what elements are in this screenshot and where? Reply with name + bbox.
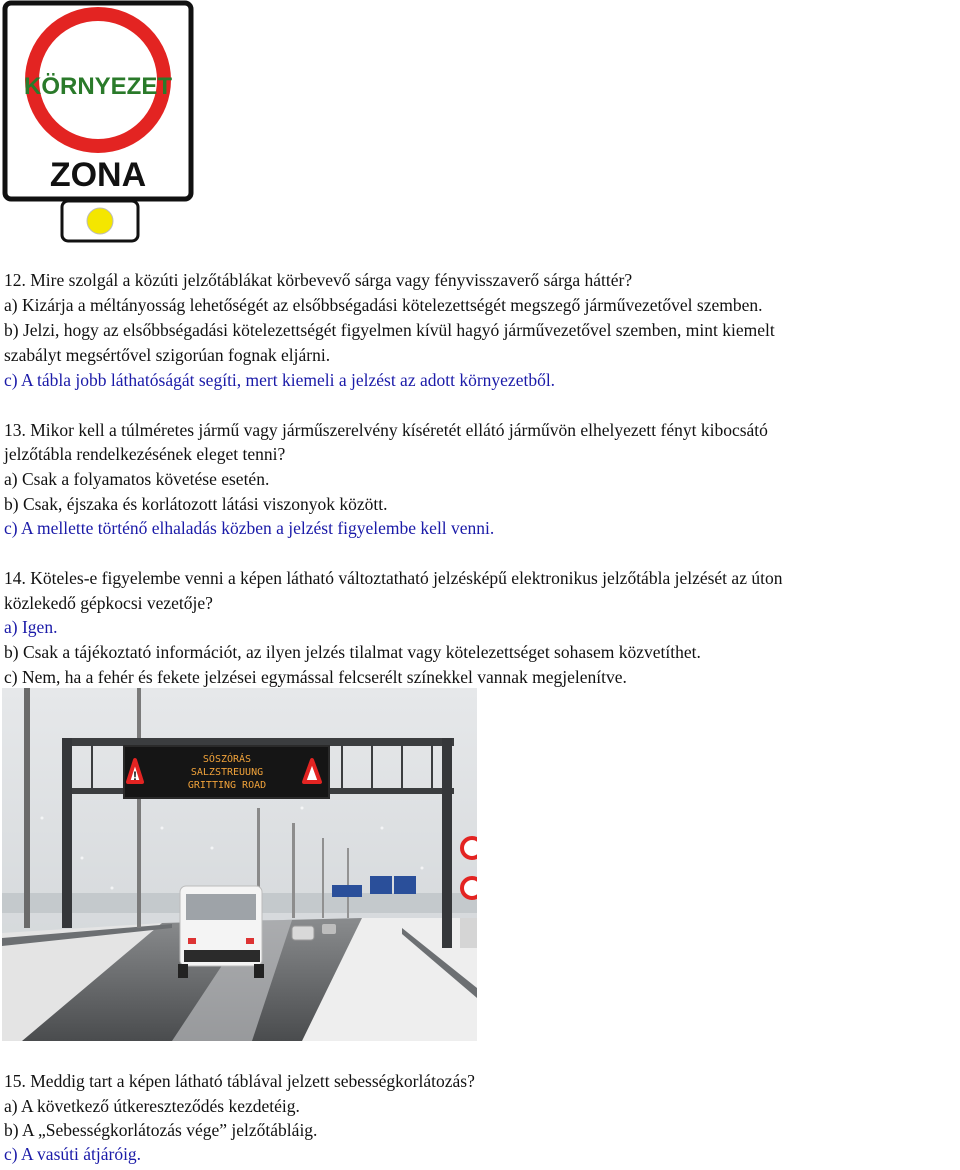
- vms-text-line3: GRITTING ROAD: [187, 780, 267, 791]
- q12-answer-c: c) A tábla jobb láthatóságát segíti, mert kiemeli a jelzést az adott környezetből.: [4, 370, 556, 390]
- white-van: [178, 886, 264, 978]
- svg-text:!: !: [133, 769, 137, 783]
- q13-question-line2: jelzőtábla rendelkezésének eleget tenni?: [4, 444, 286, 464]
- motorway-gantry-photo: [2, 688, 477, 1041]
- q12-answer-a: a) Kizárja a méltányosság lehetőségét az elsőbbségadási kötelezettségét megszegő járművezetővel szemben.: [4, 295, 763, 315]
- sign-top-text: KÖRNYEZET: [23, 73, 173, 100]
- q14-answer-a: a) Igen.: [4, 617, 58, 637]
- motorway-gantry-illustration: [2, 688, 477, 1041]
- sign-bottom-text: ZONA: [49, 156, 147, 194]
- q15-answer-c: c) A vasúti átjáróig.: [4, 1144, 142, 1164]
- vms-text-line1: SÓSZÓRÁS: [202, 754, 252, 765]
- vms-text-line2: SALZSTREUUNG: [190, 767, 264, 778]
- environment-zone-sign-graphic: [2, 0, 194, 245]
- q14-question-line1: 14. Köteles-e figyelembe venni a képen látható változtatható jelzésképű elektronikus jelzőtábla jelzését az úton: [4, 568, 783, 588]
- environment-zone-sign: [2, 0, 194, 245]
- q12-answer-b-line2: szabályt megsértővel szigorúan fognak eljárni.: [4, 345, 331, 365]
- q13-answer-c: c) A mellette történő elhaladás közben a jelzést figyelembe kell venni.: [4, 518, 495, 538]
- q12-question: 12. Mire szolgál a közúti jelzőtáblákat körbevevő sárga vagy fényvisszaverő sárga háttér?: [4, 270, 633, 290]
- q14-question-line2: közlekedő gépkocsi vezetője?: [4, 593, 213, 613]
- q12-answer-b-line1: b) Jelzi, hogy az elsőbbségadási kötelezettségét figyelmen kívül hagyó járművezetővel szemben, mint kiemelt: [4, 320, 775, 340]
- q13-answer-a: a) Csak a folyamatos követése esetén.: [4, 469, 270, 489]
- q15-answer-b: b) A „Sebességkorlátozás vége” jelzőtábláig.: [4, 1120, 318, 1140]
- q15-question: 15. Meddig tart a képen látható táblával jelzett sebességkorlátozás?: [4, 1071, 475, 1091]
- yellow-light-icon: [87, 208, 113, 234]
- q13-answer-b: b) Csak, éjszaka és korlátozott látási viszonyok között.: [4, 494, 388, 514]
- q14-answer-c: c) Nem, ha a fehér és fekete jelzései egymással felcserélt színekkel vannak megjelenítve.: [4, 667, 627, 687]
- q15-answer-a: a) A következő útkereszteződés kezdetéig.: [4, 1096, 300, 1116]
- q14-answer-b: b) Csak a tájékoztató információt, az ilyen jelzés tilalmat vagy kötelezettséget sohasem közvetíthet.: [4, 642, 701, 662]
- q13-question-line1: 13. Mikor kell a túlméretes jármű vagy járműszerelvény kíséretét ellátó járművön elhelyezett fényt kibocsátó: [4, 420, 768, 440]
